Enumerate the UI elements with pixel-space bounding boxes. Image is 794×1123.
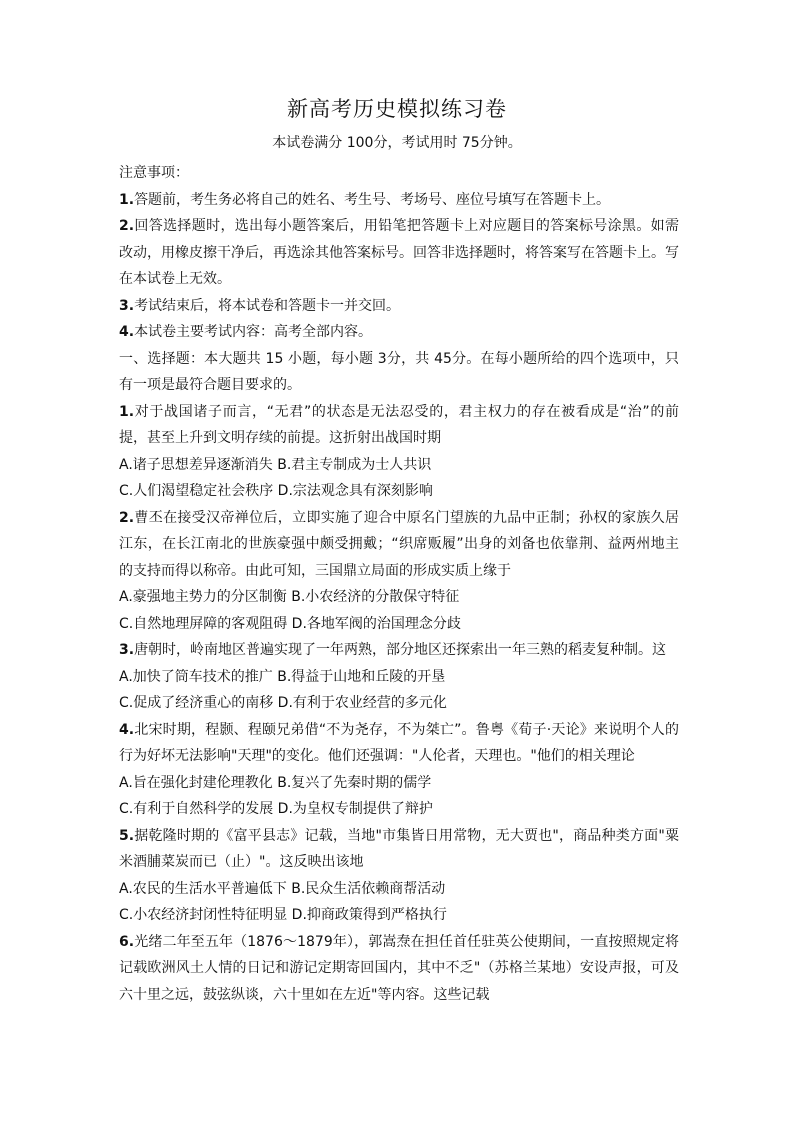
note-text: 答题前，考生务必将自己的姓名、考生号、考场号、座位号填写在答题卡上。 (134, 191, 611, 208)
question-number: 1. (119, 403, 135, 420)
section-heading: 一、选择题：本大题共 15 小题，每小题 3分，共 45分。在每小题所给的四个选项中，只有一项是最符合题目要求的。 (119, 350, 679, 393)
option-line: A.诸子思想差异逐渐消失 B.君主专制成为士人共识 (119, 456, 432, 473)
question-stem (119, 929, 679, 1009)
option-line: C.自然地理屏障的客观阻碍 D.各地军阀的治国理念分歧 (119, 615, 461, 632)
question-number: 6. (119, 933, 135, 950)
question-number: 5. (119, 827, 135, 844)
question-stem (119, 637, 679, 664)
question-text: 唐朝时，岭南地区普遍实现了一年两熟，部分地区还探索出一年三熟的稻麦复种制。这 (134, 642, 667, 658)
option-line: C.人们渴望稳定社会秩序 D.宗法观念具有深刻影响 (119, 483, 433, 499)
note-number: 2. (119, 218, 135, 234)
note-number: 4. (119, 324, 135, 340)
page-title: 新高考历史模拟练习卷 (287, 97, 507, 121)
option-line: A.加快了筒车技术的推广 B.得益于山地和丘陵的开垦 (119, 668, 446, 685)
note-item (119, 293, 679, 320)
question-number: 3. (119, 642, 135, 658)
option-line: A.农民的生活水平普遍低下 B.民众生活依赖商帮活动 (119, 880, 446, 897)
note-item (119, 319, 679, 346)
note-number: 3. (119, 297, 135, 314)
option-line: C.有利于自然科学的发展 D.为皇权专制提供了辩护 (119, 801, 433, 817)
exam-info: 本试卷满分 100分，考试用时 75分钟。 (272, 135, 522, 151)
note-item (119, 187, 679, 214)
note-item (119, 213, 679, 293)
note-text: 回答选择题时，选出每小题答案后，用铅笔把答题卡上对应题目的答案标号涂黑。如需改动，用橡皮擦干净后，再选涂其他答案标号。回答非选择题时，将答案写在答题卡上。写在本试卷上无效。 (119, 218, 679, 287)
option-line: C.促成了经济重心的南移 D.有利于农业经营的多元化 (119, 695, 447, 711)
question-text: 北宋时期，程颢、程颐兄弟借“不为尧存，不为桀亡”。鲁粤《荀子·天论》来说明个人的行为好坏无法影响"天理"的变化。他们还强调："人伦者，天理也。"他们的相关理论 (119, 721, 679, 764)
question-stem (119, 717, 679, 770)
note-number: 1. (119, 191, 135, 208)
option-line: C.小农经济封闭性特征明显 D.抑商政策得到严格执行 (119, 907, 447, 923)
question-stem (119, 823, 679, 876)
note-text: 考试结束后，将本试卷和答题卡一并交回。 (134, 297, 401, 314)
option-line: A.豪强地主势力的分区制衡 B.小农经济的分散保守特征 (119, 589, 460, 605)
question-text: 曹丕在接受汉帝禅位后，立即实施了迎合中原名门望族的九品中正制；孙权的家族久居江东，在长江南北的世族豪强中颇受拥戴；“织席贩履”出身的刘备也依靠荆、益两州地主的支持而得以称帝。由此可知，三国鼎立局面的形成实质上缘于 (119, 509, 679, 579)
question-text: 对于战国诸子而言，“无君”的状态是无法忍受的，君主权力的存在被看成是“治”的前提，甚至上升到文明存续的前提。这折射出战国时期 (119, 403, 679, 446)
question-text: 光绪二年至五年（1876～1879年），郭嵩焘在担任首任驻英公使期间，一直按照规定将记载欧洲风土人情的日记和游记定期寄回国内，其中不乏"（苏格兰某地）安设声报，可及六十里之远，鼓弦纵谈，六十里如在左近"等内容。这些记载 (119, 933, 679, 1003)
question-stem (119, 505, 679, 585)
question-stem (119, 399, 679, 452)
exam-body (119, 160, 679, 1008)
question-number: 2. (119, 509, 135, 526)
question-number: 4. (119, 721, 135, 738)
notes-heading: 注意事项： (119, 165, 189, 181)
option-line: A.旨在强化封建伦理教化 B.复兴了先秦时期的儒学 (119, 774, 432, 791)
note-text: 本试卷主要考试内容：高考全部内容。 (134, 324, 373, 340)
question-text: 据乾隆时期的《富平县志》记载，当地"市集皆日用常物，无大贾也"，商品种类方面"粟米酒脯菜炭而已（止）"。这反映出该地 (119, 827, 679, 870)
